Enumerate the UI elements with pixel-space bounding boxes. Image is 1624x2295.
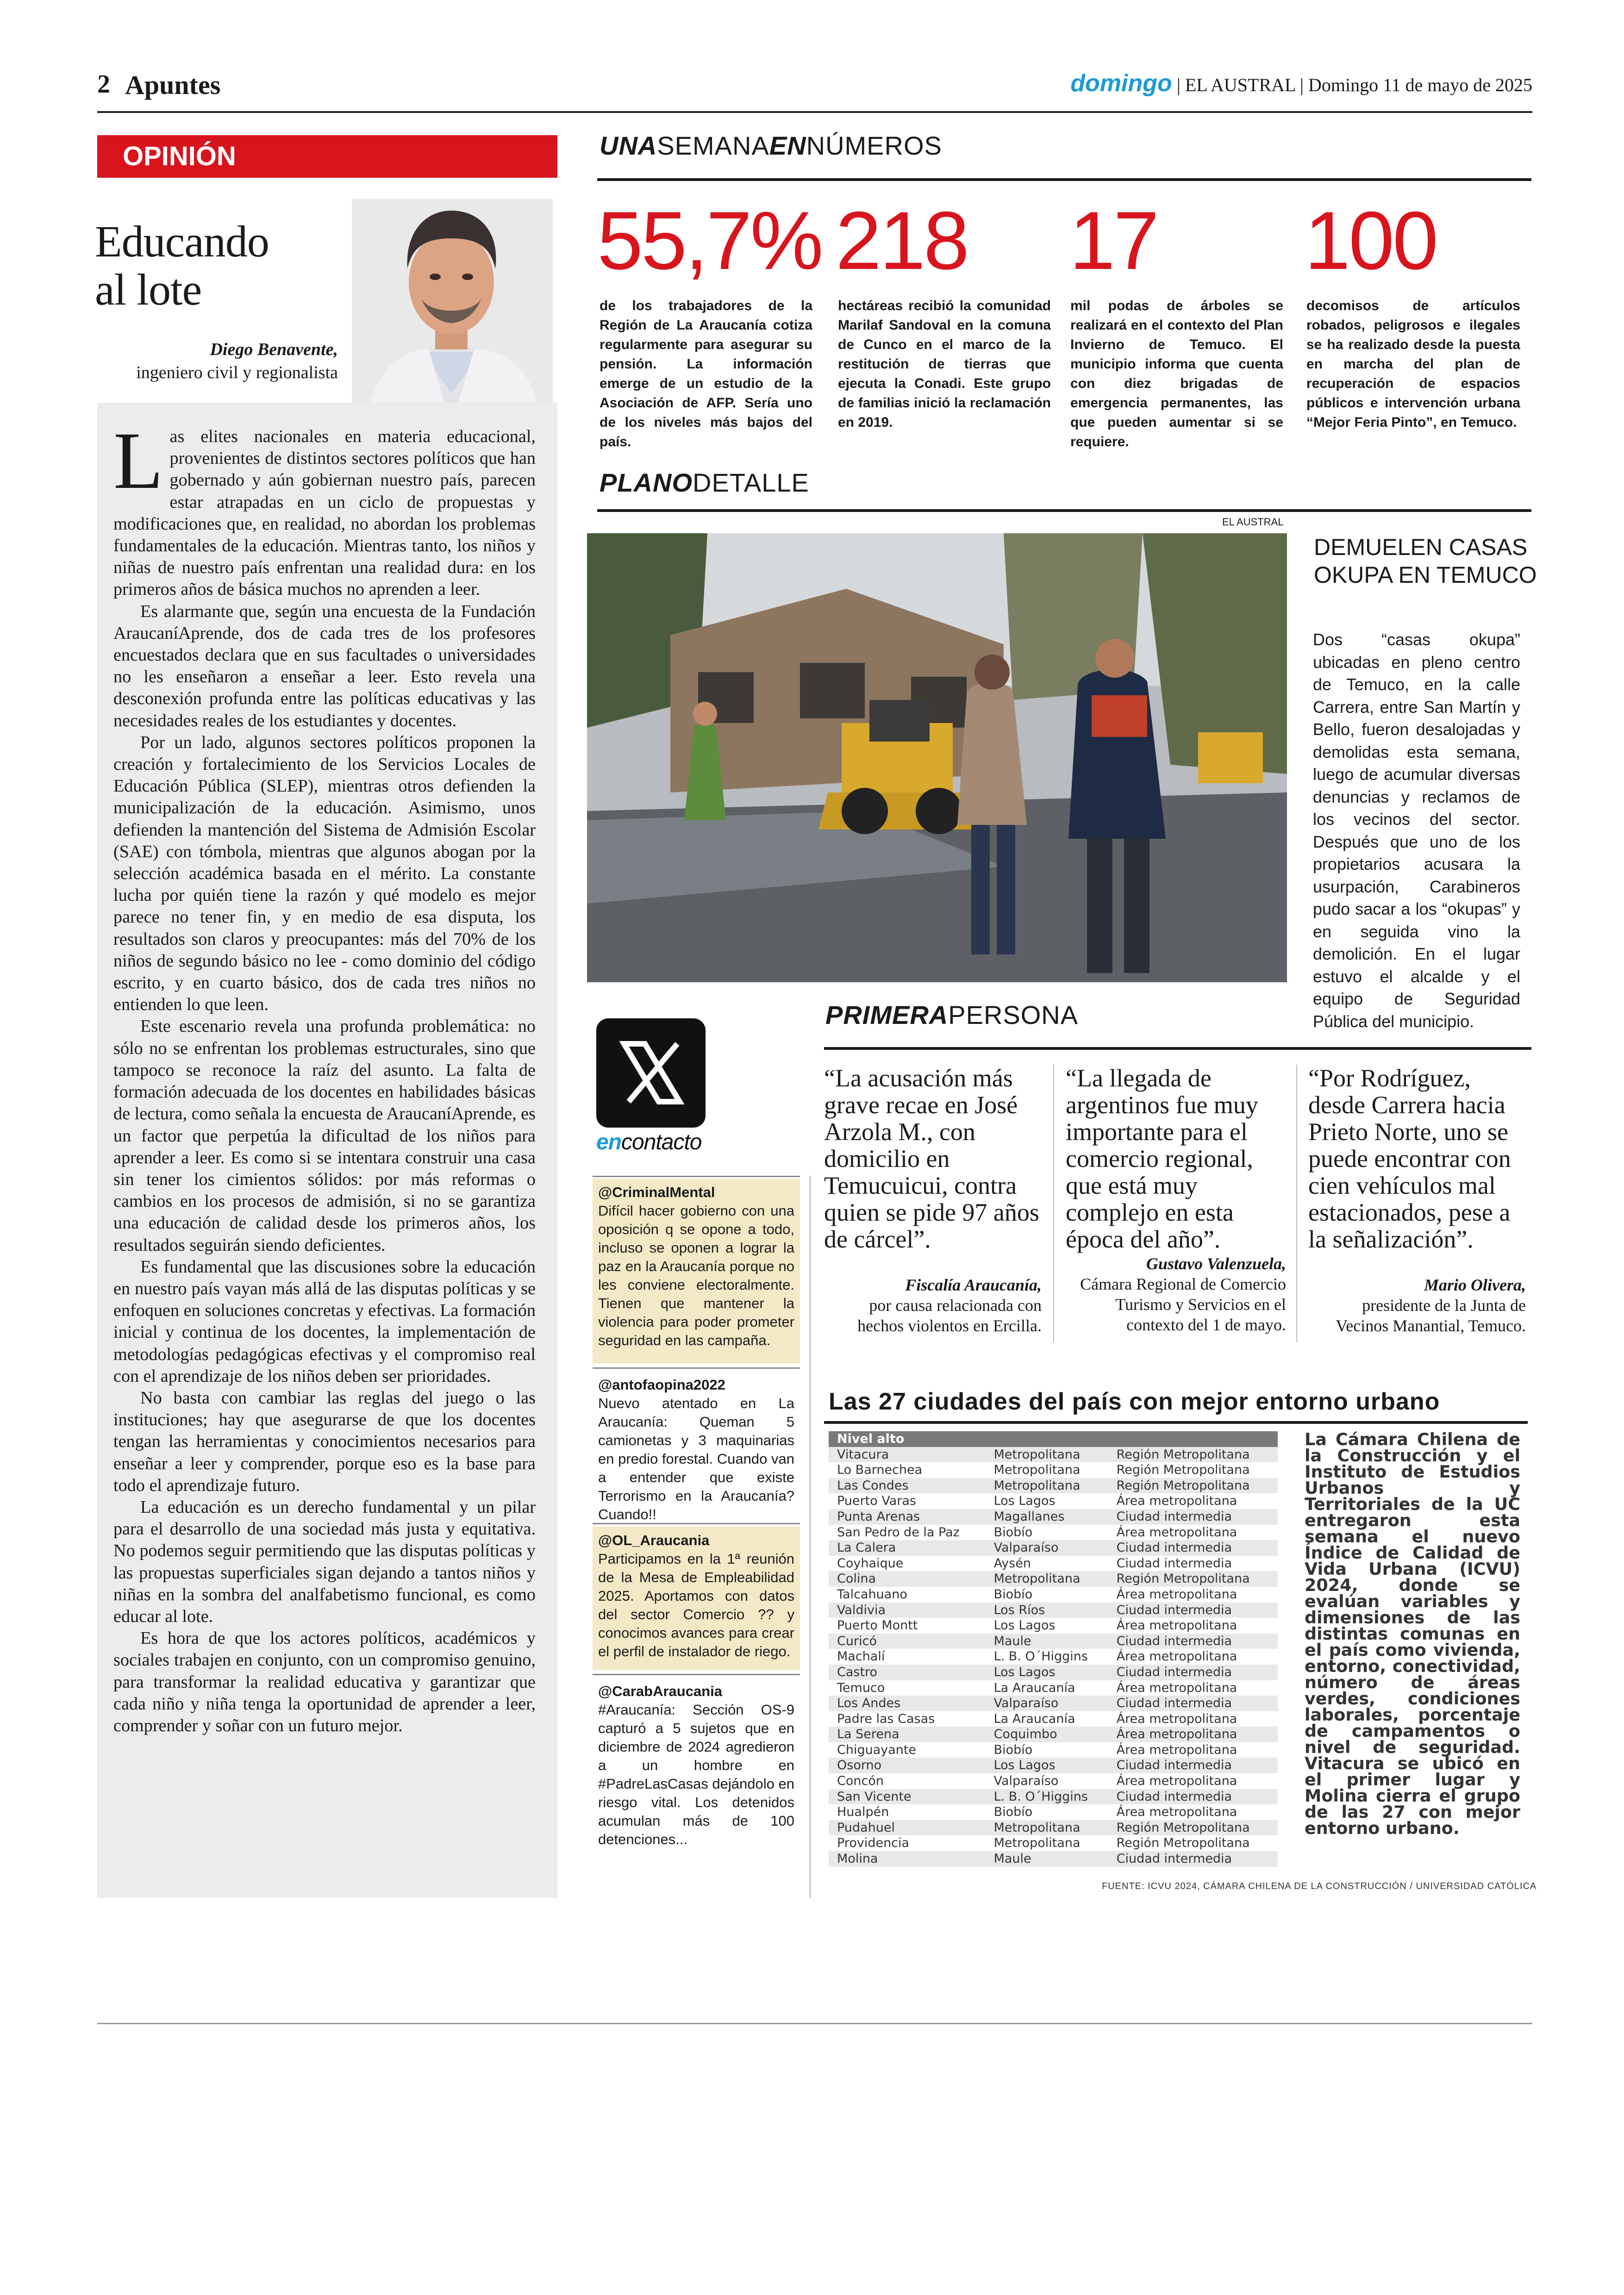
table-cell: Ciudad intermedia xyxy=(1108,1634,1278,1649)
table-cell: Los Lagos xyxy=(986,1665,1108,1680)
opinion-paragraph: Es hora de que los actores políticos, académicos y sociales trabajen en conjunto, con un compromiso genuino, para transformar la realidad educativa y garantizar que cada niño y niña tenga la oportunidad de aprender a leer, comprender y soñar con un futuro mejor. xyxy=(113,1628,536,1735)
table-row xyxy=(829,1509,1278,1525)
table-cell: Región Metropolitana xyxy=(1108,1571,1278,1587)
tweet-divider xyxy=(593,1523,800,1524)
semana-rule xyxy=(597,178,1531,181)
table-cell: La Serena xyxy=(829,1727,986,1742)
table-cell: Área metropolitana xyxy=(1116,1494,1237,1509)
semana-heading: UNASEMANAENNÚMEROS xyxy=(600,131,942,160)
table-cell: Padre las Casas xyxy=(837,1711,935,1726)
quote-separator xyxy=(1053,1065,1054,1342)
x-logo-icon xyxy=(596,1018,706,1128)
table-cell: Área metropolitana xyxy=(1116,1649,1237,1664)
tweet-card xyxy=(593,1678,800,1872)
table-row xyxy=(829,1571,1278,1587)
cities-source: FUENTE: ICVU 2024, CÁMARA CHILENA DE LA CONSTRUCCIÓN / UNIVERSIDAD CATÓLICA xyxy=(1102,1881,1537,1891)
stat-value: 100 xyxy=(1305,194,1437,287)
table-cell: La Araucanía xyxy=(993,1711,1075,1726)
opinion-title-line1: Educando xyxy=(95,217,269,266)
quote-text: “Por Rodríguez, desde Carrera hacia Prieto Norte, uno se puede encontrar con cien vehículos mal estacionados, pese a la señalización”. xyxy=(1308,1064,1511,1253)
table-cell: Área metropolitana xyxy=(1116,1587,1237,1602)
table-cell: Ciudad intermedia xyxy=(1108,1509,1278,1525)
table-row xyxy=(829,1696,1278,1711)
table-cell: La Calera xyxy=(829,1540,986,1556)
masthead xyxy=(1070,69,1532,97)
opinion-paragraph: No basta con cambiar las reglas del juego o las instituciones; hay que asegurarse de que los docentes tengan las herramientas y conocimientos necesarios para enseñar a leer y comprender, porque eso es la base para todo el aprendizaje futuro. xyxy=(113,1388,536,1495)
table-row xyxy=(829,1634,1278,1649)
en-contacto-label: encontacto xyxy=(596,1130,702,1154)
table-cell: Concón xyxy=(837,1774,884,1789)
table-cell: Ciudad intermedia xyxy=(1108,1789,1278,1805)
table-cell: Metropolitana xyxy=(986,1447,1108,1463)
table-row xyxy=(829,1835,1278,1851)
table-cell: Ciudad intermedia xyxy=(1108,1540,1278,1556)
plano-heading: PLANODETALLE xyxy=(600,468,809,497)
table-cell: Maule xyxy=(986,1851,1108,1867)
table-row xyxy=(829,1649,1278,1665)
table-row xyxy=(829,1789,1278,1805)
table-cell: Pudahuel xyxy=(829,1820,986,1836)
table-row xyxy=(829,1525,1278,1540)
table-row xyxy=(829,1540,1278,1556)
table-cell: Osorno xyxy=(829,1758,986,1773)
table-cell: Metropolitana xyxy=(986,1478,1108,1494)
table-cell: Castro xyxy=(829,1665,986,1680)
table-cell: Ciudad intermedia xyxy=(1116,1556,1232,1571)
table-row xyxy=(829,1727,1278,1742)
table-cell: Los Andes xyxy=(829,1696,986,1711)
table-cell: Metropolitana xyxy=(986,1571,1108,1587)
table-cell: Región Metropolitana xyxy=(1108,1478,1278,1494)
table-cell: Puerto Montt xyxy=(837,1618,918,1633)
table-row xyxy=(829,1478,1278,1494)
stat-text: mil podas de árboles se realizará en el contexto del Plan Invierno de Temuco. El municipio informa que cuenta con diez brigadas de emergencia permanentes, las que pueden aumentar si se requiere. xyxy=(1070,298,1283,449)
opinion-title xyxy=(95,218,269,314)
column-divider xyxy=(809,1176,811,1898)
table-cell: Región Metropolitana xyxy=(1116,1463,1250,1478)
table-cell: Ciudad intermedia xyxy=(1108,1696,1278,1711)
table-cell: Región Metropolitana xyxy=(1108,1820,1278,1836)
table-cell: San Vicente xyxy=(829,1789,986,1805)
table-cell: L. B. O´Higgins xyxy=(993,1649,1088,1664)
author-photo xyxy=(352,199,553,403)
opinion-paragraph: La educación es un derecho fundamental y un pilar para el desarrollo de una sociedad más justa y equitativa. No podemos seguir permitiendo que las disputas políticas y las propuestas superficiales sigan dejando a tantos niños y niñas en la sombra del analfabetismo funcional, es como educar al lote. xyxy=(113,1497,536,1626)
opinion-paragraph: Es alarmante que, según una encuesta de la Fundación AraucaníAprende, dos de cada tres de los profesores encuestados declara que en sus facultades o universidades no les enseñaron a enseñar a leer. Esto revela una desconexión profunda entre las políticas educativas y las necesidades reales de los estudiantes y docentes. xyxy=(113,601,536,730)
table-cell: Área metropolitana xyxy=(1116,1680,1237,1695)
table-cell: Valparaíso xyxy=(993,1774,1059,1789)
table-cell: Maule xyxy=(986,1634,1108,1649)
tweet-card xyxy=(593,1179,800,1364)
table-cell: Biobío xyxy=(993,1525,1033,1540)
tweet-divider xyxy=(593,1367,800,1369)
author-name: Diego Benavente, xyxy=(210,340,338,359)
opinion-author xyxy=(97,338,338,384)
table-cell: San Pedro de la Paz xyxy=(837,1525,960,1540)
page-number: 2 xyxy=(97,70,110,99)
table-cell: La Araucanía xyxy=(993,1680,1075,1695)
primera-heading: PRIMERAPERSONA xyxy=(825,1000,1079,1029)
table-cell: Las Condes xyxy=(829,1478,986,1494)
stat-value: 218 xyxy=(836,194,968,287)
plano-text: Dos “casas okupa” ubicadas en pleno centro de Temuco, en la calle Carrera, entre San Martín y Bello, fueron desalojadas y demolidas esta semana, luego de acumular diversas denuncias y reclamos de los vecinos del sector. Después que uno de los propietarios acusara la usurpación, Carabineros pudo sacar a los “okupas” y en seguida vino la demolición. En el lugar estuvo el alcalde y el equipo de Seguridad Pública del municipio. xyxy=(1313,630,1520,1031)
quote-text: “La llegada de argentinos fue muy importante para el comercio regional, que está muy complejo en esta época del año”. xyxy=(1066,1064,1258,1253)
primera-rule xyxy=(824,1047,1531,1050)
table-cell: L. B. O´Higgins xyxy=(986,1789,1108,1805)
table-row xyxy=(829,1587,1278,1603)
table-cell: Área metropolitana xyxy=(1108,1727,1278,1742)
tweet-handle: @CriminalMental xyxy=(598,1184,715,1200)
table-cell: Los Lagos xyxy=(993,1618,1056,1633)
table-cell: Los Lagos xyxy=(993,1494,1056,1509)
table-cell: Área metropolitana xyxy=(1116,1711,1237,1726)
table-cell: Ciudad intermedia xyxy=(1108,1758,1278,1773)
table-row xyxy=(829,1665,1278,1680)
opinion-article xyxy=(113,416,536,1737)
table-cell: Vitacura xyxy=(829,1447,986,1463)
table-row xyxy=(829,1742,1278,1758)
table-cell: Área metropolitana xyxy=(1116,1805,1237,1820)
stat-value: 55,7% xyxy=(597,194,822,287)
cities-table-title: Las 27 ciudades del país con mejor entorno urbano xyxy=(829,1388,1440,1415)
section-title: Apuntes xyxy=(125,70,221,100)
table-cell: Biobío xyxy=(993,1742,1033,1757)
table-row xyxy=(829,1618,1278,1634)
table-cell: Ciudad intermedia xyxy=(1108,1851,1278,1867)
table-cell: Magallanes xyxy=(986,1509,1108,1525)
header-rule xyxy=(97,111,1532,113)
table-cell: Hualpén xyxy=(837,1805,889,1820)
table-cell: Los Ríos xyxy=(986,1603,1108,1618)
demolition-photo xyxy=(587,533,1287,982)
table-cell: Área metropolitana xyxy=(1116,1525,1237,1540)
quote-attribution: Fiscalía Araucanía, por causa relacionada con hechos violentos en Ercilla. xyxy=(857,1276,1042,1335)
table-cell: Chiguayante xyxy=(837,1742,917,1757)
table-row xyxy=(829,1447,1278,1463)
table-cell: Ciudad intermedia xyxy=(1108,1603,1278,1618)
table-header-cell: Nivel alto xyxy=(829,1431,986,1447)
footer-rule xyxy=(97,2023,1532,2024)
table-cell: Biobío xyxy=(993,1587,1033,1602)
plano-rule xyxy=(597,509,1531,512)
table-cell: Metropolitana xyxy=(986,1820,1108,1836)
stat-value: 17 xyxy=(1069,194,1157,287)
opinion-title-line2: al lote xyxy=(95,265,202,314)
quote-text: “La acusación más grave recae en José Arzola M., con domicilio en Temucuicui, contra quien se pide 97 años de cárcel”. xyxy=(824,1064,1039,1253)
table-row xyxy=(829,1680,1278,1696)
tweet-text: #Araucanía: Sección OS-9 capturó a 5 sujetos que en diciembre de 2024 agredieron a un hombre en #PadreLasCasas dejándolo en riesgo vital. Los detenidos acumulan más de 100 detenciones... xyxy=(598,1702,794,1847)
paper-name: | EL AUSTRAL | xyxy=(1176,75,1304,95)
tweet-handle: @antofaopina2022 xyxy=(598,1377,725,1393)
table-cell: Aysén xyxy=(993,1556,1031,1571)
table-cell: Área metropolitana xyxy=(1116,1618,1237,1633)
table-cell: Providencia xyxy=(837,1836,910,1851)
table-row xyxy=(829,1758,1278,1773)
table-row xyxy=(829,1603,1278,1618)
cities-table xyxy=(829,1431,1278,1867)
tweet-text: Nuevo atentado en La Araucanía: Queman 5 camionetas y 3 maquinarias en predio forestal. Cuando van a entender que existe Terrorismo en la Araucanía? Cuando!! xyxy=(598,1395,794,1522)
table-row xyxy=(829,1820,1278,1836)
quote-attribution: Mario Olivera, presidente de la Junta de Vecinos Manantial, Temuco. xyxy=(1336,1276,1526,1335)
table-cell: Puerto Varas xyxy=(837,1494,916,1509)
table-row xyxy=(829,1773,1278,1789)
table-row xyxy=(829,1711,1278,1727)
table-cell: Molina xyxy=(829,1851,986,1867)
table-cell: Metropolitana xyxy=(993,1463,1081,1478)
tweet-text: Participamos en la 1ª reunión de la Mesa de Empleabilidad 2025. Aportamos con datos del sector Comercio ?? y conocimos avances para crear el perfil de instalador de riego. xyxy=(598,1551,794,1659)
table-cell: Colina xyxy=(829,1571,986,1587)
table-row xyxy=(829,1804,1278,1820)
table-cell: Región Metropolitana xyxy=(1108,1447,1278,1463)
table-row xyxy=(829,1462,1278,1478)
tweet-text: Difícil hacer gobierno con una oposición q se opone a todo, incluso se oponen a lograr la paz en la Araucanía porque no les conviene electoralmente. Tienen que mantener la violencia para poder prometer seguridad en las campaña. xyxy=(598,1203,794,1348)
table-cell: Coyhaique xyxy=(837,1556,904,1571)
tweet-card xyxy=(593,1527,800,1670)
quote-separator xyxy=(1296,1065,1297,1342)
stat-text: decomisos de artículos robados, peligrosos e ilegales se ha realizado desde la puesta en marcha del plan de recuperación de espacios públicos e intervención urbana “Mejor Feria Pinto”, en Temuco. xyxy=(1306,298,1520,430)
table-header-row xyxy=(829,1431,1278,1447)
table-cell: Punta Arenas xyxy=(829,1509,986,1525)
table-row xyxy=(829,1493,1278,1509)
table-cell: Área metropolitana xyxy=(1116,1742,1237,1757)
table-cell: Temuco xyxy=(837,1680,885,1695)
table-cell: Curicó xyxy=(829,1634,986,1649)
opinion-paragraph: Las elites nacionales en materia educacional, provenientes de distintos sectores políticos que han gobernado y aún gobiernan nuestro país, parecen estar atrapadas en un ciclo de propuestas y modificaciones que, en realidad, no abordan los problemas fundamentales de la educación. Mientras tanto, los niños y niñas de nuestro país enfrentan una realidad dura: en los primeros años de básica muchos no aprenden a leer. xyxy=(113,416,536,599)
tweet-handle: @OL_Araucania xyxy=(598,1532,710,1548)
quote-attribution: Gustavo Valenzuela, Cámara Regional de Comercio Turismo y Servicios en el contexto del 1 de mayo. xyxy=(1080,1254,1286,1334)
table-cell: Ciudad intermedia xyxy=(1108,1665,1278,1680)
plano-title: DEMUELEN CASAS OKUPA EN TEMUCO xyxy=(1314,534,1537,588)
table-cell: Los Lagos xyxy=(986,1758,1108,1773)
opinion-paragraph: Es fundamental que las discusiones sobre la educación en nuestro país vayan más allá de las disputas políticas y se enfoquen en soluciones concretas y efectivas. La formación inicial y continua de los docentes, la implementación de metodologías pedagógicas efectivas y el compromiso real con el aprendizaje de los niños deben ser prioridades. xyxy=(113,1257,536,1386)
tweet-card xyxy=(593,1371,800,1522)
issue-date: Domingo 11 de mayo de 2025 xyxy=(1308,75,1532,95)
drop-cap: L xyxy=(113,416,163,506)
brand-logo: domingo xyxy=(1070,70,1172,97)
table-cell: Metropolitana xyxy=(993,1836,1081,1851)
photo-credit: EL AUSTRAL xyxy=(1222,516,1284,528)
table-cell: Lo Barnechea xyxy=(837,1463,923,1478)
opinion-paragraph: Por un lado, algunos sectores políticos proponen la creación y fortalecimiento de los Servicios Locales de Educación Pública (SLEP), mientras otros defienden la municipalización de la educación. Asimismo, unos defienden la mantención del Sistema de Admisión Escolar (SAE) con tómbola, mientras que algunos abogan por la selección académica basada en el mérito. La constante lucha por quién tiene la razón y qué modelo es mejor parece no tener fin, y en medio de esa disputa, los resultados son claros y preocupantes: más del 70% de los niños de segundo básico no lee - como dominio del código escrito, y en cuarto básico, dos de cada tres niños no entienden lo que leen. xyxy=(113,732,536,1015)
tweet-divider xyxy=(593,1176,800,1177)
table-cell: Valparaíso xyxy=(986,1540,1108,1556)
table-cell: Valdivia xyxy=(829,1603,986,1618)
table-row xyxy=(829,1851,1278,1867)
table-cell: Biobío xyxy=(993,1805,1033,1820)
table-cell: Talcahuano xyxy=(837,1587,907,1602)
table-row xyxy=(829,1556,1278,1572)
stat-text: hectáreas recibió la comunidad Marilaf Sandoval en la comuna de Cunco en el marco de la restitución de tierras que ejecuta la Conadi. Este grupo de familias inició la reclamación en 2019. xyxy=(838,298,1051,430)
tweet-handle: @CarabAraucania xyxy=(598,1683,722,1699)
table-cell: Coquimbo xyxy=(986,1727,1108,1742)
stat-text: de los trabajadores de la Región de La Araucanía cotiza regularmente para asegurar su pensión. La información emerge de un estudio de la Asociación de AFP. Sería uno de los niveles más bajos del país. xyxy=(600,298,812,449)
tweet-divider xyxy=(593,1674,800,1675)
author-role: ingeniero civil y regionalista xyxy=(136,363,338,382)
table-cell: Región Metropolitana xyxy=(1116,1836,1250,1851)
opinion-paragraph: Este escenario revela una profunda problemática: no sólo no se enfrentan los problemas estructurales, sino que tampoco se reconoce la raíz del asunto. La falta de formación adecuada de los docentes en habilidades básicas de lectura, como señala la encuesta de AraucaníAprende, es un factor que perpetúa la dificultad de los niños para aprender a leer. Es como si se intentara construir una casa sin tener los cimientos sólidos: por más reformas o cambios en los procesos de admisión, si no se garantiza una educación de calidad desde los primeros años, los resultados seguirán siendo deficientes. xyxy=(113,1017,536,1255)
table-cell: Machalí xyxy=(837,1649,885,1664)
cities-rule xyxy=(824,1421,1528,1424)
table-cell: Valparaíso xyxy=(986,1696,1108,1711)
table-cell: Área metropolitana xyxy=(1116,1774,1237,1789)
opinion-label: OPINIÓN xyxy=(97,135,557,178)
cities-text: La Cámara Chilena de la Construcción y el Instituto de Estudios Urbanos y Territoriales de la UC entregaron esta semana el nuevo Índice de Calidad de Vida Urbana (ICVU) 2024, donde se evalúan variables y dimensiones de las distintas comunas en el país como vivienda, entorno, conectividad, número de áreas verdes, condiciones laborales, porcentaje de campamentos o nivel de seguridad. Vitacura se ubicó en el primer lugar y Molina cierra el grupo de las 27 con mejor entorno urbano. xyxy=(1305,1429,1520,1838)
